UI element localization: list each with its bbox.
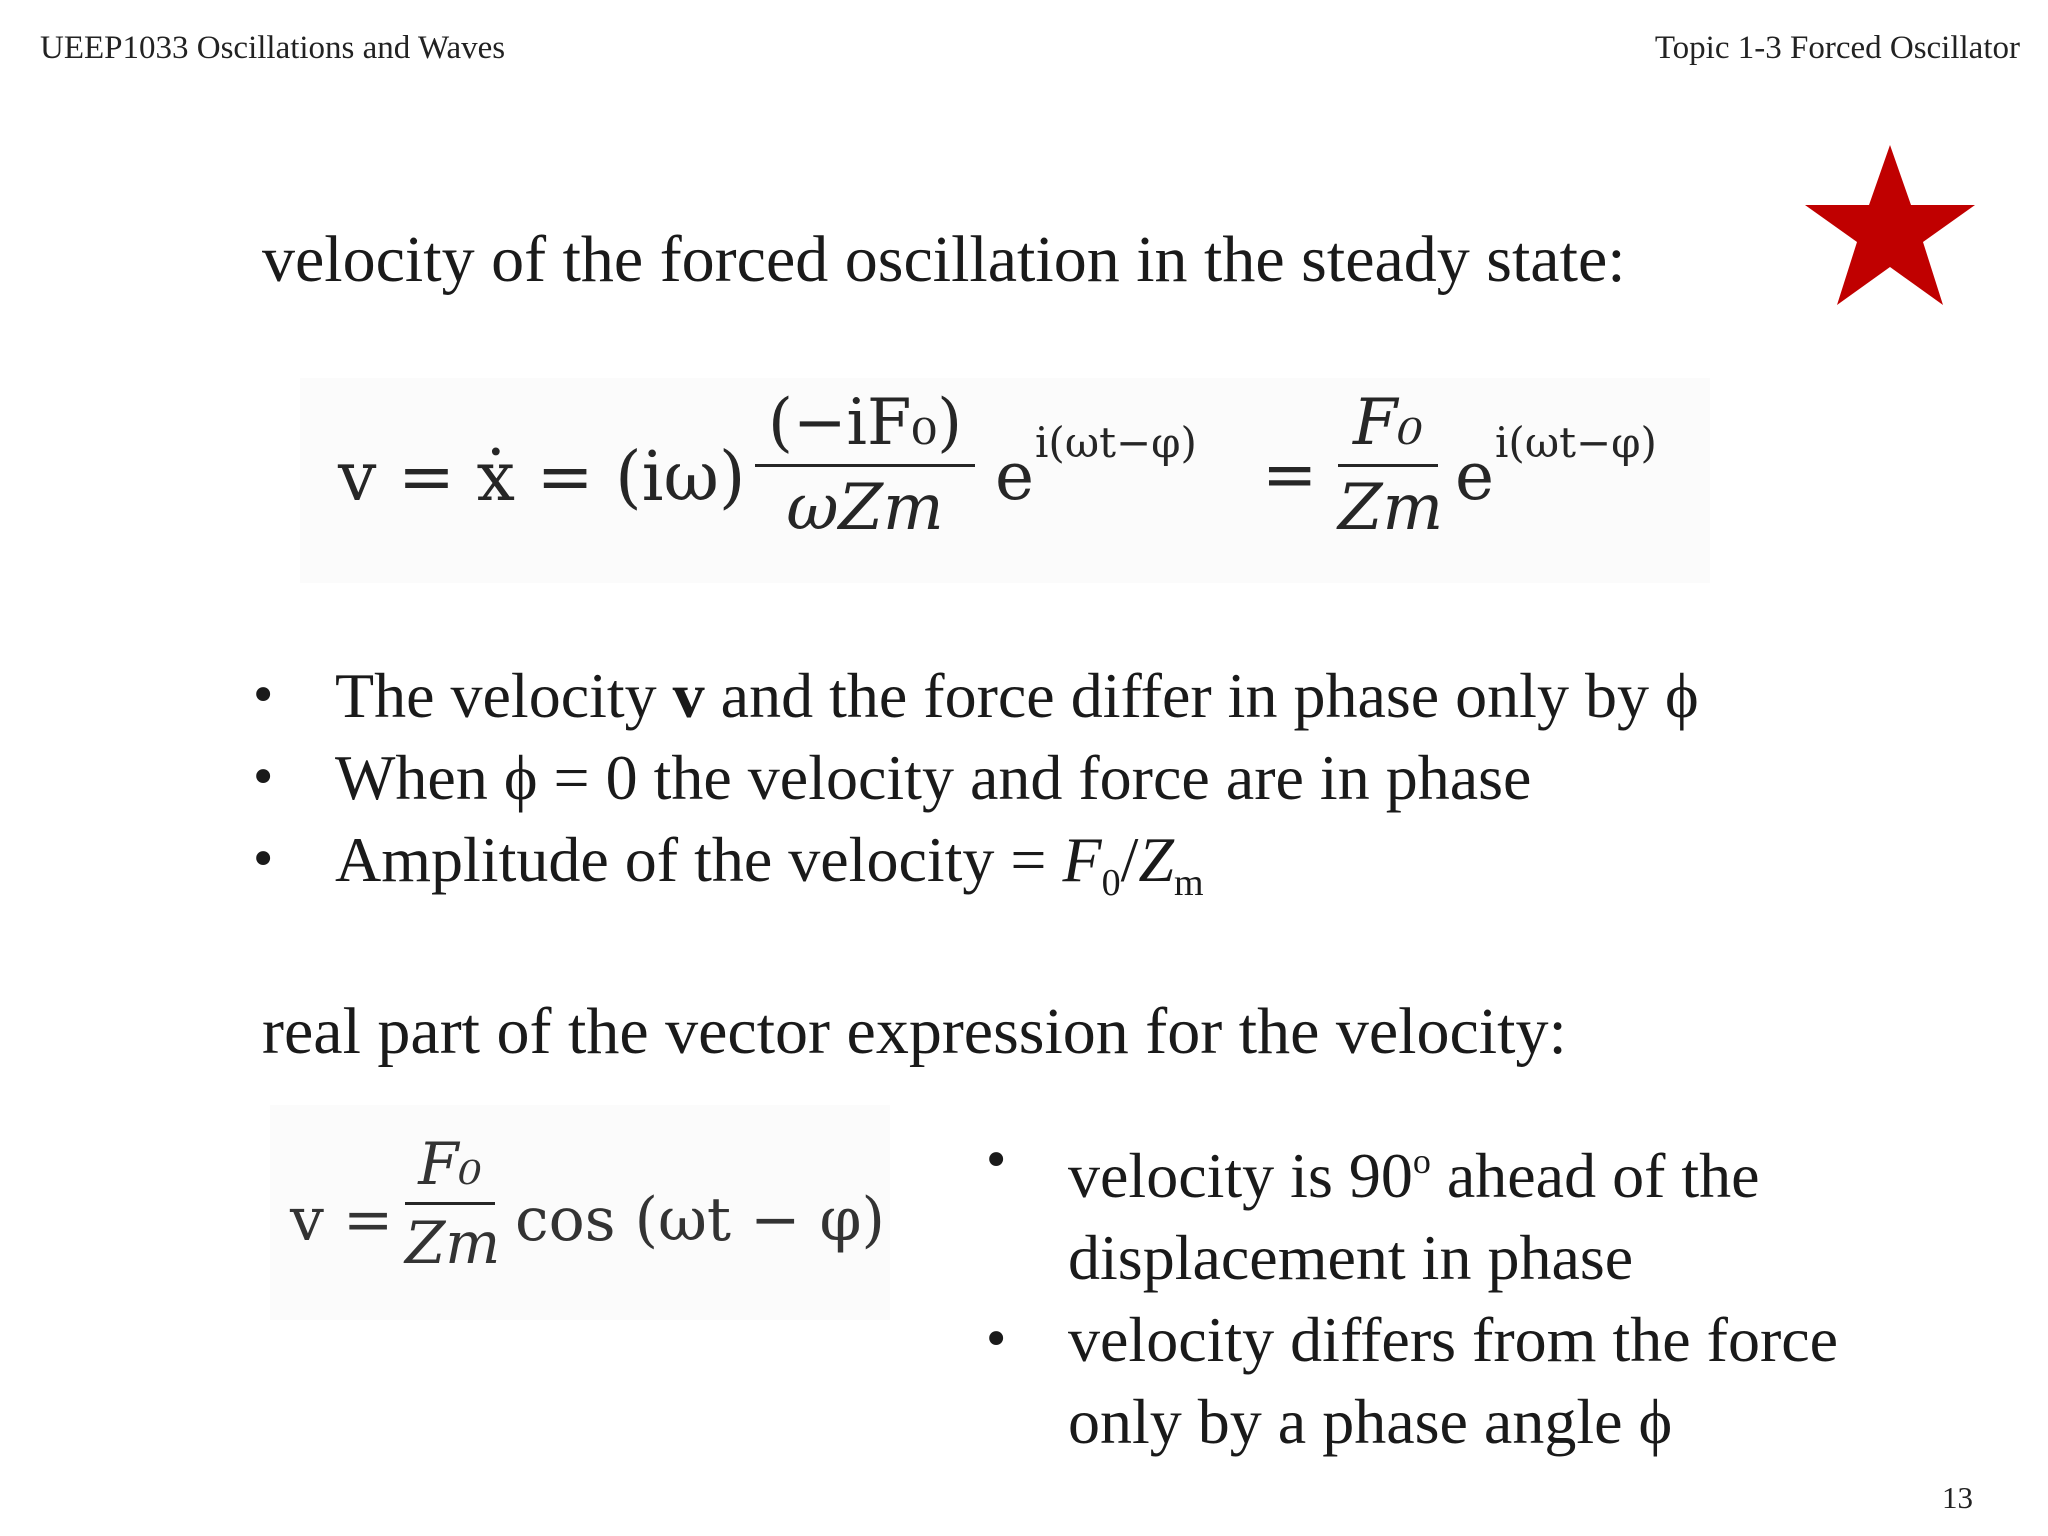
bullet-text: The velocity [335,660,673,731]
bullet-text: only by a phase angle ϕ [1068,1386,1673,1457]
section1-heading: velocity of the forced oscillation in the steady state: [262,223,1626,296]
eq2-rhs: cos (ωt − φ) [515,1185,885,1255]
amplitude-z-sub: m [1173,862,1204,904]
list-item [982,1120,1838,1217]
list-item [249,819,1699,924]
header-topic: Topic 1-3 Forced Oscillator [1654,30,2020,66]
eq2-lhs: v = [290,1185,394,1255]
eq1-fraction-2 [1338,386,1444,545]
amplitude-slash: / [1120,824,1139,895]
velocity-equation-real [270,1105,890,1320]
header-course: UEEP1033 Oscillations and Waves [40,30,506,66]
bullet-text: velocity is 90 [1068,1140,1413,1211]
bullet-text: velocity differs from the force [1068,1304,1839,1375]
list-item [982,1299,1839,1381]
eq1-exp1: i(ωt−φ) [1035,418,1197,467]
bullet-icon: • [982,1133,1011,1189]
eq1-exp2-base: e [1455,438,1495,515]
list-item-continuation [1068,1381,1838,1463]
bullet-icon: • [249,832,278,888]
list-item-continuation [1068,1217,1838,1299]
bullet-text: When ϕ = 0 the velocity and force are in phase [335,742,1532,813]
star-icon [1800,140,1980,310]
velocity-equation-complex [300,378,1710,583]
section1-bullet-list [249,655,1699,924]
list-item [249,737,1699,819]
eq1-frac2-numerator: F₀ [1352,386,1424,460]
eq1-frac2-denominator: Zm [1338,471,1444,545]
eq1-frac1-numerator: (−iF₀) [767,386,963,460]
eq2-fraction [405,1130,501,1277]
amplitude-f-sub: 0 [1101,862,1121,904]
eq1-fraction-1 [755,386,975,545]
section2-heading: real part of the vector expression for the velocity: [262,995,1567,1068]
eq1-lhs-text: v = ẋ = (iω) [338,438,746,517]
degree-superscript: o [1412,1141,1431,1181]
eq1-exp1-base: e [995,438,1035,515]
eq1-frac2-bar [1338,464,1438,467]
bullet-text: displacement in phase [1068,1222,1634,1293]
eq1-frac1-denominator: ωZm [786,471,944,545]
bullet-text: ahead of the [1430,1140,1760,1211]
bullet-icon: • [249,750,278,806]
section2-bullet-list [982,1120,1839,1463]
bullet-text: and the force differ in phase only by ϕ [704,660,1699,731]
bullet-text: Amplitude of the velocity = [335,824,1063,895]
eq1-lhs [338,438,745,517]
amplitude-f: F [1062,824,1102,895]
page-number: 13 [1942,1480,1973,1515]
eq1-exp2: i(ωt−φ) [1495,418,1657,467]
eq1-equals: = [1262,436,1318,513]
amplitude-z: Z [1138,824,1174,895]
eq2-frac-bar [405,1202,495,1205]
bullet-icon: • [249,668,278,724]
list-item [249,655,1699,737]
bullet-icon: • [982,1312,1011,1368]
eq2-frac-numerator: F₀ [418,1130,482,1198]
bullet-bold-v: v [672,660,705,731]
eq1-frac1-bar [755,464,975,467]
eq2-frac-denominator: Zm [405,1209,501,1277]
